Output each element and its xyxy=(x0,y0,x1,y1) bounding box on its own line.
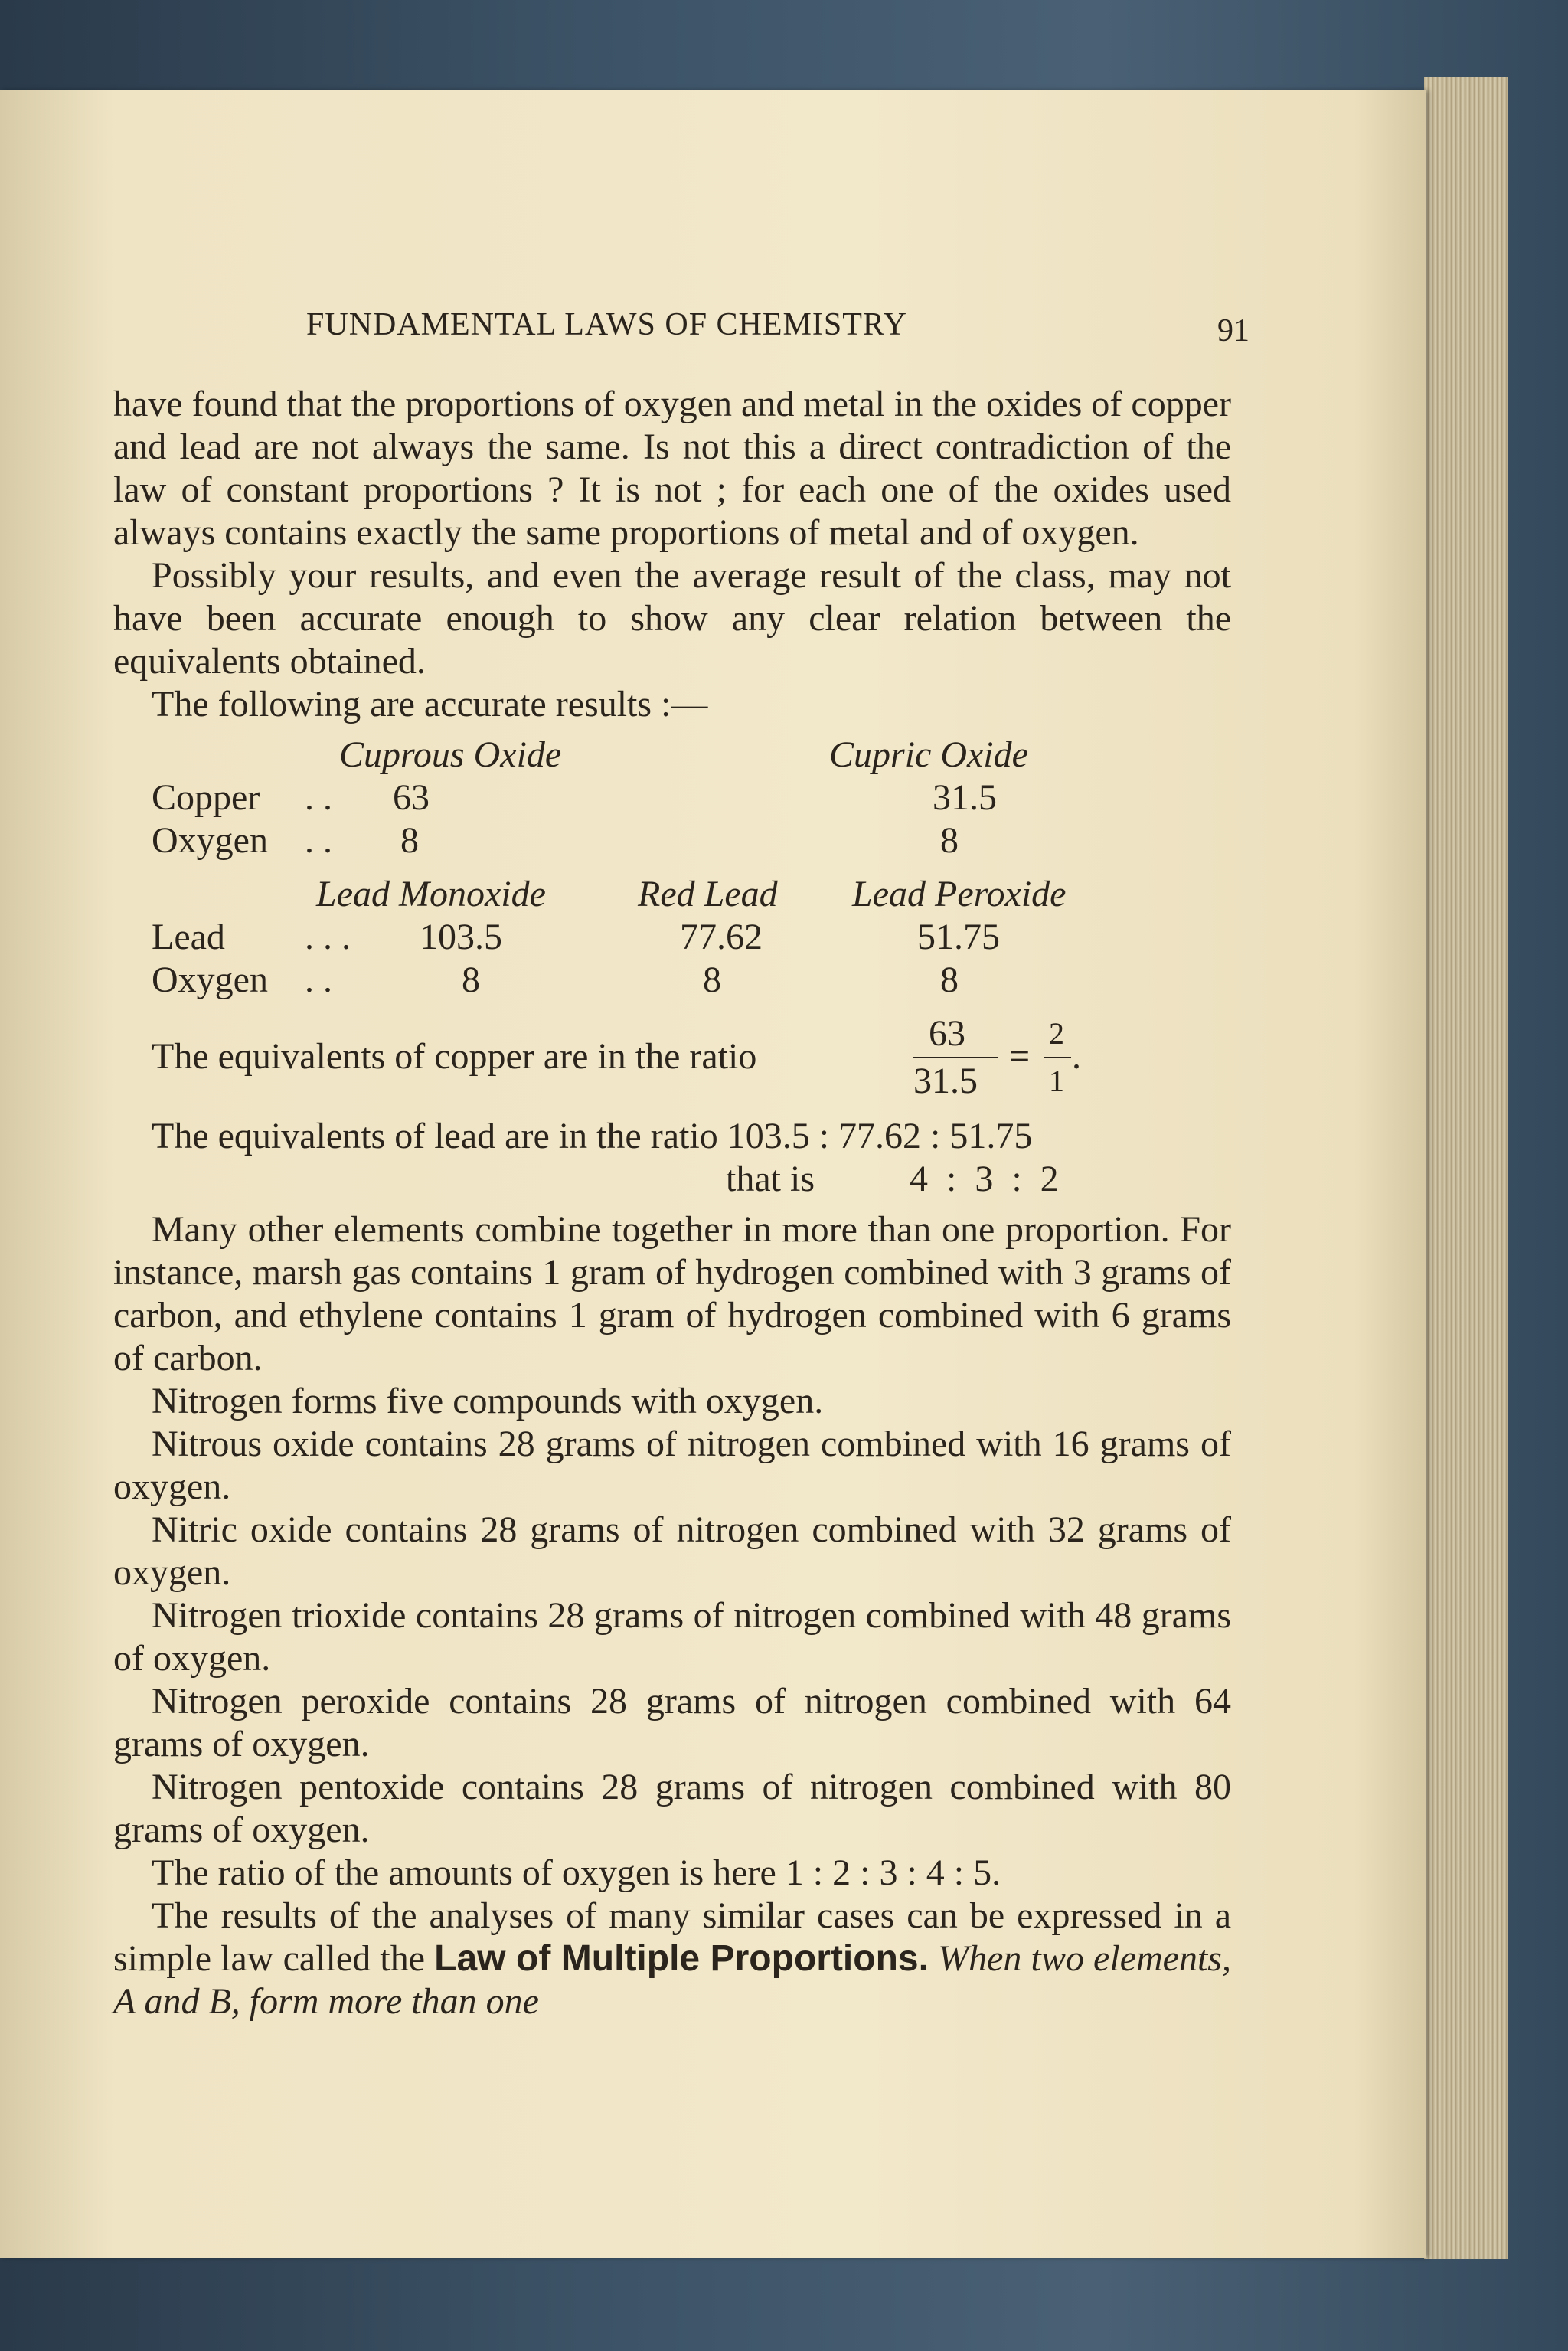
header-cuprous-oxide: Cuprous Oxide xyxy=(339,734,562,775)
paragraph-9: Nitrogen peroxide contains 28 grams of nitrogen combined with 64 grams of oxygen. xyxy=(113,1681,1231,1764)
row-label-copper: Copper xyxy=(152,777,260,818)
paragraph-4: Many other elements combine together in more than one proportion. For instance, marsh gas contains 1 gram of hydrogen combined with 3 grams of carbon, and ethylene contains 1 gram of hydrogen combined with 6 grams of carbon. xyxy=(113,1209,1231,1378)
paragraph-5: Nitrogen forms five compounds with oxygen. xyxy=(152,1381,824,1421)
header-lead-peroxide: Lead Peroxide xyxy=(852,874,1067,914)
header-lead-monoxide: Lead Monoxide xyxy=(316,874,546,914)
paragraph-1: have found that the proportions of oxygen and metal in the oxides of copper and lead are not always the same. Is not this a direct contradiction of the law of constant proportions ? It is not ; for each one of the oxides used always contains exactly the same proportions of metal and of oxygen. xyxy=(113,384,1231,553)
cell-redlead-oxygen: 8 xyxy=(703,960,721,1000)
fraction-bar xyxy=(913,1057,998,1058)
result-fraction-bar xyxy=(1044,1057,1071,1058)
cell-redlead-lead: 77.62 xyxy=(680,917,763,957)
ratio-period: . xyxy=(1072,1036,1081,1077)
paragraph-12-text: The results of the analyses of many similar cases can be expressed in a simple law called the xyxy=(113,1895,1231,1979)
paragraph-7: Nitric oxide contains 28 grams of nitrogen combined with 32 grams of oxygen. xyxy=(113,1509,1231,1593)
fraction-denominator: 31.5 xyxy=(913,1061,978,1101)
cell-peroxide-lead: 51.75 xyxy=(917,917,1000,957)
body-text xyxy=(113,383,1231,2023)
row-dots: . . xyxy=(305,960,332,1000)
paragraph-2: Possibly your results, and even the average result of the class, may not have been accurate enough to show any clear relation between the equivalents obtained. xyxy=(113,555,1231,682)
lead-ratio-line xyxy=(113,1115,1231,1158)
page-edges xyxy=(1424,77,1508,2259)
paragraph-6: Nitrous oxide contains 28 grams of nitrogen combined with 16 grams of oxygen. xyxy=(113,1424,1231,1507)
cell-cuprous-copper: 63 xyxy=(393,777,430,818)
paragraph-8: Nitrogen trioxide contains 28 grams of nitrogen combined with 48 grams of oxygen. xyxy=(113,1595,1231,1679)
lead-ratio-simplified xyxy=(113,1158,1231,1201)
row-label-oxygen: Oxygen xyxy=(152,820,268,861)
that-is-label: that is xyxy=(726,1159,815,1199)
fraction-numerator: 63 xyxy=(929,1013,965,1054)
header-red-lead: Red Lead xyxy=(638,874,778,914)
simplified-ratio: 4 : 3 : 2 xyxy=(910,1159,1059,1199)
cell-peroxide-oxygen: 8 xyxy=(940,960,959,1000)
row-dots: . . xyxy=(305,777,332,818)
cell-monoxide-oxygen: 8 xyxy=(462,960,480,1000)
cell-cuprous-oxygen: 8 xyxy=(400,820,419,861)
row-dots: . . . xyxy=(305,917,351,957)
equals-sign: = xyxy=(1009,1036,1031,1077)
paragraph-3: The following are accurate results :— xyxy=(152,684,708,724)
law-statement-italic: When two elements, A and B, form more than one xyxy=(113,1938,1231,2022)
lead-ratio-text: The equivalents of lead are in the ratio 103.5 : 77.62 : 51.75 xyxy=(152,1116,1033,1156)
result-denominator: 1 xyxy=(1049,1064,1064,1098)
row-dots: . . xyxy=(305,820,332,861)
cell-cupric-copper: 31.5 xyxy=(933,777,997,818)
copper-oxide-table xyxy=(113,734,1231,862)
cell-cupric-oxygen: 8 xyxy=(940,820,959,861)
row-label-lead: Lead xyxy=(152,917,225,957)
header-cupric-oxide: Cupric Oxide xyxy=(829,734,1028,775)
lead-oxide-table xyxy=(113,873,1231,1002)
row-label-oxygen: Oxygen xyxy=(152,960,268,1000)
book-page xyxy=(0,90,1426,2258)
page-number: 91 xyxy=(1217,313,1250,348)
copper-ratio-equation xyxy=(113,1012,1231,1104)
law-name-bold: Law of Multiple Proportions. xyxy=(434,1938,929,1979)
cell-monoxide-lead: 103.5 xyxy=(420,917,502,957)
paragraph-12 xyxy=(113,1895,1231,2023)
paragraph-11: The ratio of the amounts of oxygen is here 1 : 2 : 3 : 4 : 5. xyxy=(152,1852,1001,1893)
running-head: FUNDAMENTAL LAWS OF CHEMISTRY xyxy=(306,307,907,342)
paragraph-10: Nitrogen pentoxide contains 28 grams of nitrogen combined with 80 grams of oxygen. xyxy=(113,1767,1231,1850)
copper-ratio-text: The equivalents of copper are in the ratio xyxy=(152,1036,757,1077)
result-numerator: 2 xyxy=(1049,1016,1064,1051)
